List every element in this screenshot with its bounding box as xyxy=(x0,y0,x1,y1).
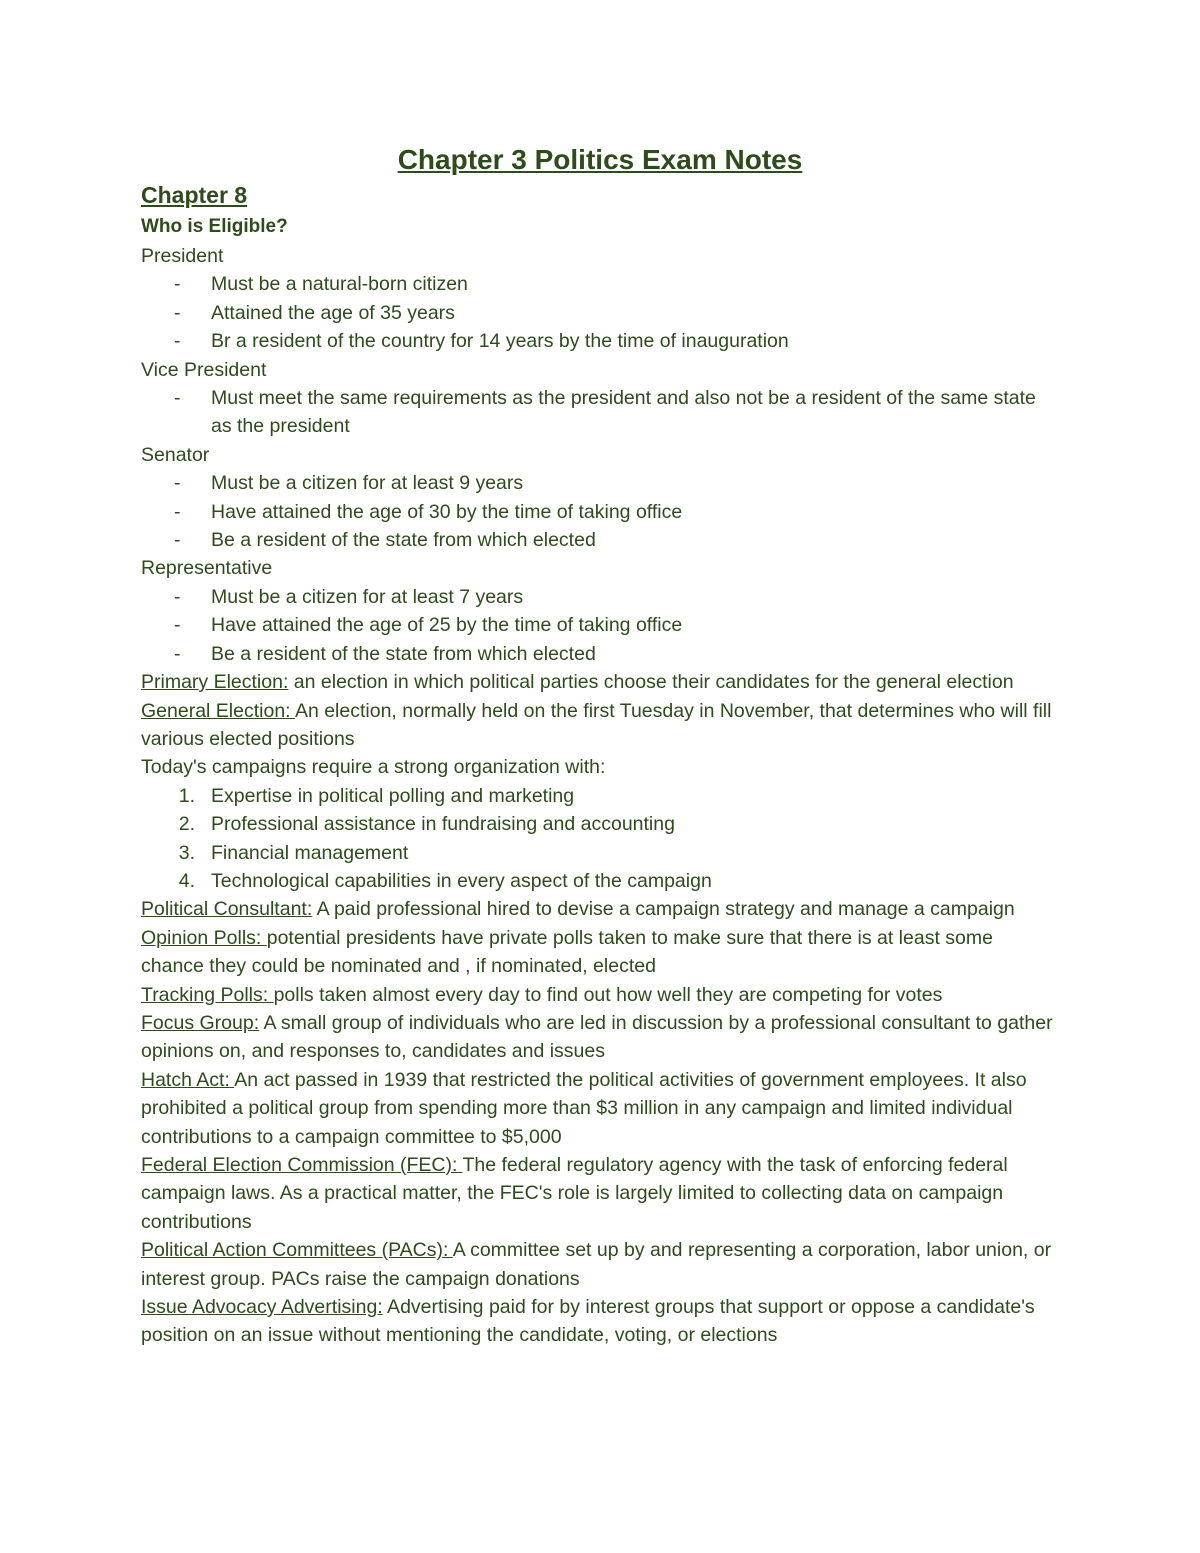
definition-term: Tracking Polls: xyxy=(141,983,274,1006)
dash-bullet: - xyxy=(174,642,181,665)
dash-bullet: - xyxy=(174,585,181,608)
requirement-item: - Must be a citizen for at least 7 years xyxy=(141,583,1061,611)
definition-term: Federal Election Commission (FEC): xyxy=(141,1154,463,1176)
definition-term: Primary Election: xyxy=(141,671,289,694)
requirement-item: - Br a resident of the country for 14 years by the time of inauguration xyxy=(141,327,1061,355)
eligibility-section xyxy=(141,242,1061,668)
definition-text: A small group of individuals who are led in discussion by a professional consultant to gather opinions on, and responses to, candidates and issues xyxy=(141,1011,1053,1063)
definition-political-consultant xyxy=(141,895,1061,923)
definition-text: A committee set up by and representing a corporation, labor union, or interest group. PACs raise the campaign donations xyxy=(141,1239,1052,1290)
definition-fec xyxy=(141,1151,1061,1236)
requirement-item: - Must meet the same requirements as the president and also not be a resident of the same state as the president xyxy=(141,384,1061,441)
dash-bullet: - xyxy=(174,273,181,296)
requirement-item: - Have attained the age of 30 by the time of taking office xyxy=(141,498,1061,526)
definition-term: Opinion Polls: xyxy=(141,926,267,949)
definition-text: The federal regulatory agency with the task of enforcing federal campaign laws. As a practical matter, the FEC's role is largely limited to collecting data on campaign contributions xyxy=(141,1154,1008,1233)
dash-bullet: - xyxy=(174,330,181,353)
dash-bullet: - xyxy=(174,529,181,552)
definition-text: an election in which political parties choose their candidates for the general election xyxy=(288,671,1014,694)
office-heading: President xyxy=(141,245,224,267)
definition-text: An act passed in 1939 that restricted the political activities of government employees. It also prohibited a political group from spending more than $3 million in any campaign and limited individual contributions to a campaign committee to $5,000 xyxy=(141,1068,1027,1148)
definition-term: Hatch Act: xyxy=(141,1068,235,1091)
definition-hatch-act xyxy=(141,1066,1061,1151)
office-heading: Vice President xyxy=(141,358,267,381)
definition-primary-election xyxy=(141,668,1061,696)
definition-opinion-polls xyxy=(141,924,1061,981)
definition-text: Advertising paid for by interest groups that support or oppose a candidate's position on an issue without mentioning the candidate, voting, or elections xyxy=(141,1296,1035,1347)
requirement-item: - Must be a natural-born citizen xyxy=(141,270,1061,298)
definition-issue-advocacy xyxy=(141,1293,1061,1350)
definition-text: A paid professional hired to devise a campaign strategy and manage a campaign xyxy=(312,898,1015,921)
definition-term: Political Action Committees (PACs): xyxy=(141,1239,453,1262)
dash-bullet: - xyxy=(174,472,181,495)
requirement-item: - Attained the age of 35 years xyxy=(141,299,1061,327)
chapter-heading: Chapter 8 xyxy=(141,182,248,208)
requirement-item: - Have attained the age of 25 by the time of taking office xyxy=(141,611,1061,639)
campaign-intro: Today's campaigns require a strong organization with: xyxy=(141,756,606,779)
requirement-item: - Must be a citizen for at least 9 years xyxy=(141,469,1061,497)
definition-focus-group xyxy=(141,1009,1061,1066)
definition-term: General Election: xyxy=(141,699,295,722)
definition-term: Issue Advocacy Advertising: xyxy=(141,1296,383,1319)
definition-general-election xyxy=(141,697,1061,754)
dash-bullet: - xyxy=(174,614,181,637)
numbered-item: 2. Professional assistance in fundraising and accounting xyxy=(178,813,675,836)
definition-text: An election, normally held on the first Tuesday in November, that determines who will fill various elected positions xyxy=(141,699,1052,750)
document-title: Chapter 3 Politics Exam Notes xyxy=(397,144,803,175)
dash-bullet: - xyxy=(174,387,181,410)
dash-bullet: - xyxy=(174,500,181,523)
numbered-item: 4. Technological capabilities in every aspect of the campaign xyxy=(178,869,712,892)
numbered-item: 1. Expertise in political polling and marketing xyxy=(178,784,575,807)
definition-text: potential presidents have private polls taken to make sure that there is at least some chance they could be nominated and , if nominated, elected xyxy=(141,926,993,978)
office-heading: Senator xyxy=(141,443,210,466)
definition-term: Political Consultant: xyxy=(141,898,313,921)
dash-bullet: - xyxy=(174,301,181,324)
definition-pacs xyxy=(141,1236,1061,1293)
definition-text: polls taken almost every day to find out how well they are competing for votes xyxy=(273,983,943,1006)
office-heading: Representative xyxy=(141,557,273,580)
notes-body xyxy=(141,242,1061,1350)
definition-term: Focus Group: xyxy=(141,1011,260,1034)
requirement-item: - Be a resident of the state from which elected xyxy=(141,640,1061,668)
section-subheading: Who is Eligible? xyxy=(141,216,288,237)
definition-tracking-polls xyxy=(141,981,1061,1009)
requirement-item: - Be a resident of the state from which elected xyxy=(141,526,1061,554)
numbered-item: 3. Financial management xyxy=(178,841,409,864)
